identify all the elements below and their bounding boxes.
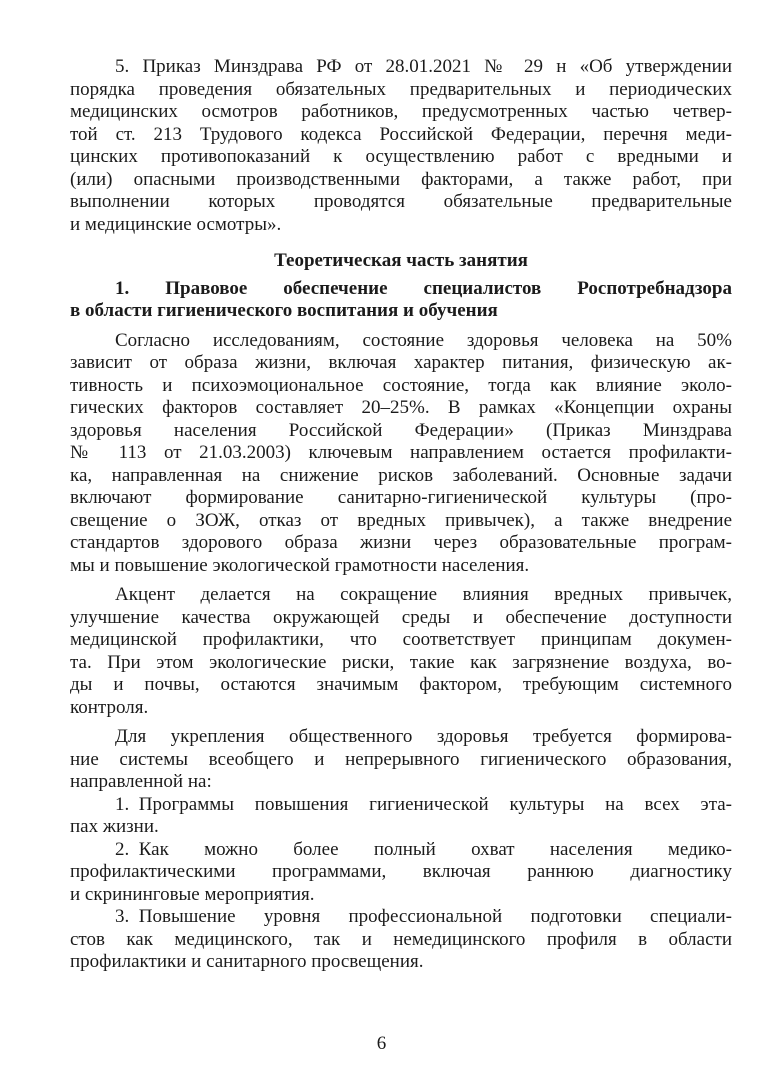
text-line: мы и повышение экологической грамотности населения.: [70, 554, 530, 576]
page-number: 6: [376, 1033, 387, 1054]
text-line: 1. Программы повышения гигиенической культуры на всех эта-: [115, 793, 732, 815]
text-line: 2. Как можно более полный охват населения медико-: [115, 838, 732, 860]
section-heading: [70, 250, 732, 273]
text-line: стандартов здорового образа жизни через образовательные програм-: [70, 532, 732, 553]
text-line: контроля.: [70, 696, 149, 718]
text-line: в области гигиенического воспитания и обучения: [70, 300, 498, 321]
text-line: Акцент делается на сокращение влияния вредных привычек,: [115, 584, 732, 605]
text-line: здоровья населения Российской Федерации» (Приказ Минздрава: [70, 419, 732, 441]
text-line: свещение о ЗОЖ, отказ от вредных привычек), а также внедрение: [70, 509, 732, 531]
list-item: [70, 906, 732, 974]
text-line: зависит от образа жизни, включая характер питания, физическую ак-: [70, 352, 732, 373]
subsection-heading: [70, 278, 732, 323]
text-line: профилактическими программами, включая раннюю диагностику: [70, 861, 732, 882]
text-line: цинских противопоказаний к осуществлению работ с вредными и: [70, 146, 732, 167]
text-line: включают формирование санитарно-гигиенической культуры (про-: [70, 487, 732, 508]
text-line: той ст. 213 Трудового кодекса Российской Федерации, перечня меди-: [70, 123, 732, 145]
paragraph: [70, 584, 732, 719]
text-line: та. При этом экологические риски, такие как загрязнение воздуха, во-: [70, 651, 732, 673]
text-line: и скрининговые мероприятия.: [70, 883, 315, 905]
text-line: профилактики и санитарного просвещения.: [70, 951, 424, 972]
text-line: пах жизни.: [70, 816, 159, 837]
text-line: медицинских осмотров работников, предусмотренных частью четвер-: [70, 101, 732, 122]
paragraph: [70, 56, 732, 236]
text-line: Для укрепления общественного здоровья требуется формирова-: [115, 726, 732, 747]
text-line: ние системы всеобщего и непрерывного гигиенического образования,: [70, 748, 732, 770]
text-line: 5. Приказ Минздрава РФ от 28.01.2021 № 29 н «Об утверждении: [115, 56, 732, 77]
paragraph: [70, 330, 732, 578]
text-line: № 113 от 21.03.2003) ключевым направлением остается профилакти-: [70, 442, 732, 463]
text-line: стов как медицинского, так и немедицинского профиля в области: [70, 928, 732, 950]
list-item: [70, 839, 732, 907]
text-line: направленной на:: [70, 771, 212, 792]
text-line: 1. Правовое обеспечение специалистов Роспотребнадзора: [115, 277, 732, 299]
text-line: улучшение качества окружающей среды и обеспечение доступности: [70, 606, 732, 628]
list-item: [70, 794, 732, 839]
text-line: тивность и психоэмоциональное состояние, тогда как влияние эколо-: [70, 374, 732, 396]
text-line: ды и почвы, остаются значимым фактором, требующим системного: [70, 674, 732, 695]
text-line: (или) опасными производственными факторами, а также работ, при: [70, 168, 732, 190]
document-body: [70, 49, 732, 974]
text-line: 3. Повышение уровня профессиональной подготовки специали-: [115, 906, 732, 927]
text-line: порядка проведения обязательных предварительных и периодических: [70, 78, 732, 100]
text-line: выполнении которых проводятся обязательные предварительные: [70, 191, 732, 212]
text-line: гических факторов составляет 20–25%. В рамках «Концепции охраны: [70, 397, 732, 418]
text-line: медицинской профилактики, что соответствует принципам докумен-: [70, 629, 732, 650]
text-line: и медицинские осмотры».: [70, 213, 282, 235]
paragraph: [70, 726, 732, 794]
text-line: ка, направленная на снижение рисков заболеваний. Основные задачи: [70, 464, 732, 486]
text-line: Согласно исследованиям, состояние здоровья человека на 50%: [115, 329, 732, 351]
text-line: Теоретическая часть занятия: [274, 250, 528, 271]
